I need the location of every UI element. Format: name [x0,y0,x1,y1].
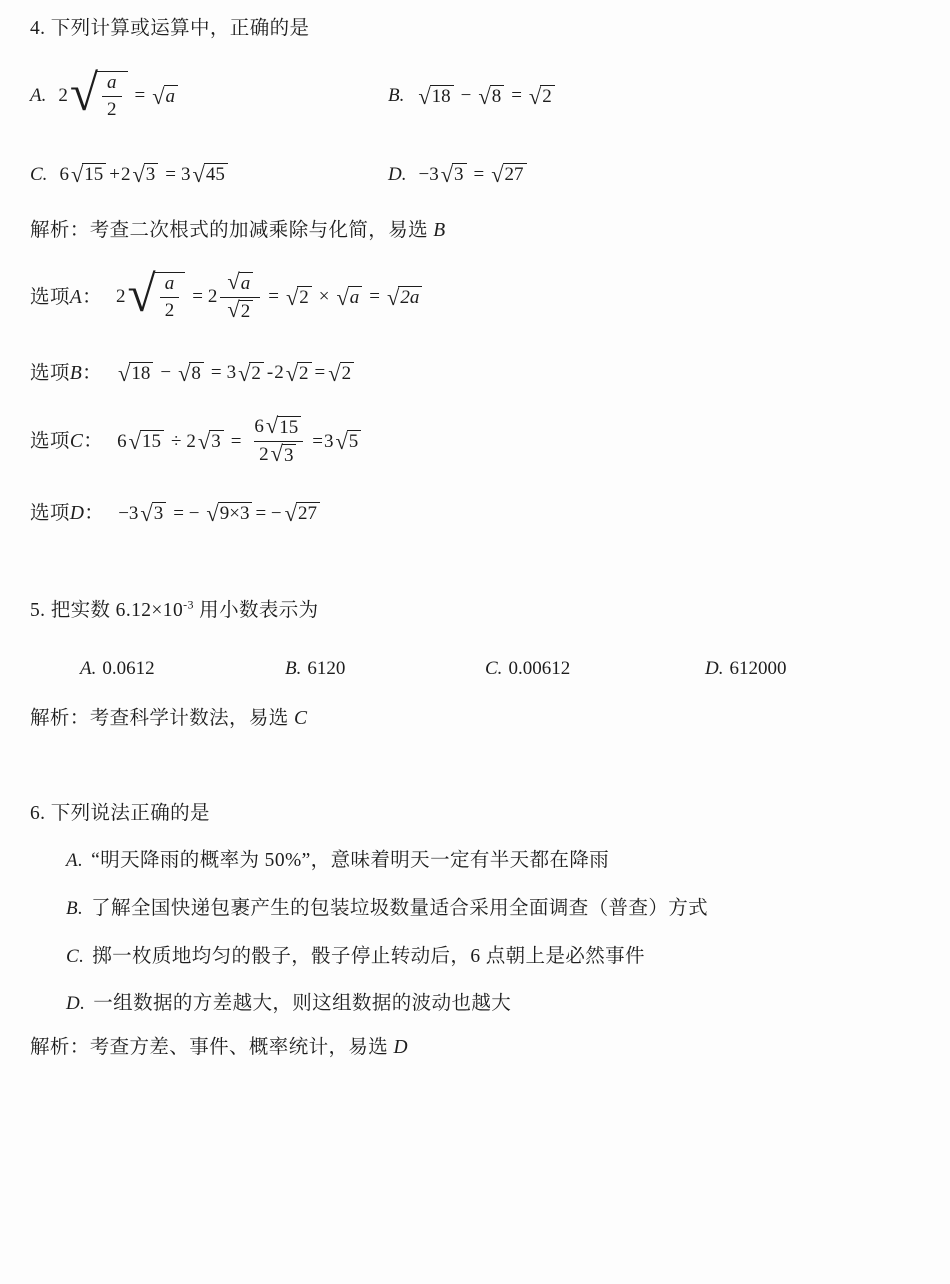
coefficient: 2 [58,85,68,107]
q5-option-a-value: 0.0612 [102,657,155,679]
radicand: 27 [296,502,320,525]
equals-sign: = [312,430,323,452]
equals-minus: = − [173,502,200,524]
q6-analysis-text: 解析：考查方差、事件、概率统计，易选 [30,1037,394,1059]
q4-option-b-formula [416,85,556,108]
sqrt-expression [129,430,164,453]
q5-option-c-label: C. [485,657,503,679]
q6-option-b-label: B. [66,898,84,920]
coefficient: 2 [116,286,126,308]
step-label-text: 选项 [30,430,70,452]
radical-sign-icon: √ [70,162,84,188]
sqrt-expression [152,85,178,108]
q4-option-a-formula [58,64,180,122]
step-label-colon: ： [83,430,104,452]
coefficient: 3 [323,430,334,452]
q5-option-a [80,658,285,680]
sqrt-expression [286,286,312,309]
q6-option-a [30,848,926,874]
radical-sign-icon: √ [387,284,400,310]
coefficient: 2 [274,362,284,384]
equals-sign: = [192,286,203,308]
operator: + [109,163,120,185]
coefficient: 2 [186,430,196,452]
q6-option-b [30,896,926,922]
coefficient: 2 [259,444,269,466]
q5-analysis-text: 解析：考查科学计数法，易选 [30,707,294,729]
q5-option-b-value: 6120 [307,657,346,679]
equals-sign: = [210,362,222,384]
radicand: 2 [249,362,264,385]
numerator: a [164,273,175,295]
radical-sign-icon: √ [528,83,542,109]
q4-option-a [30,64,388,122]
radicand: 2 [340,362,355,385]
equals-sign: = [511,85,522,107]
q4-option-c-formula [59,163,229,186]
denominator [254,441,303,467]
coefficient: 6 [117,430,127,452]
fraction [102,72,122,121]
sqrt-expression [127,265,186,323]
equals-sign: = [134,85,146,107]
q5-option-d-label: D. [705,657,724,679]
numerator [249,413,308,441]
radicand: 2a [398,286,422,309]
sqrt-expression [71,163,106,186]
numerator [220,268,260,297]
step-label-text: 选项 [30,362,70,384]
q6-option-c [30,944,926,970]
radical-sign-icon: √ [227,268,240,294]
radical-sign-icon: √ [336,284,349,310]
radicand: 15 [140,430,164,453]
q6-option-d-text: 一组数据的方差越大，则这组数据的波动也越大 [93,993,512,1015]
step-label-colon: ： [82,286,103,308]
q5-analysis [30,706,926,731]
q6-option-c-text: 掷一枚质地均匀的骰子，骰子停止转动后，6 点朝上是必然事件 [92,945,645,967]
step-label-letter: B [69,362,83,384]
coefficient: −3 [418,163,439,185]
q5-option-d-value: 612000 [729,657,787,679]
q4-step-c-label [30,429,103,454]
q5-option-d [705,658,786,680]
q4-step-b [30,361,926,386]
q4-step-a [30,265,926,323]
coefficient: 2 [207,286,218,308]
radicand: 3 [452,163,467,186]
radical-sign-icon: √ [140,501,153,527]
radicand: 15 [277,416,301,439]
q6-stem: 6. 下列说法正确的是 [30,803,210,825]
equals-sign: = [165,163,176,185]
sqrt-expression [418,85,453,108]
q4-option-c-label: C. [30,163,48,185]
radical-sign-icon: √ [132,162,145,188]
radicand: 2 [239,300,254,323]
sqrt-expression [140,502,166,525]
radicand: 5 [347,430,362,453]
sqrt-expression [265,413,301,439]
step-label-colon: ： [82,362,103,384]
q4-step-d [30,501,926,526]
numerator: a [107,72,117,94]
sqrt-expression [286,362,312,385]
radical-sign-icon: √ [285,360,299,386]
q4-option-d-label: D. [388,163,407,185]
q4-step-d-formula [118,502,322,525]
radical-sign-icon: √ [192,162,205,188]
radicand: 3 [152,502,167,525]
coefficient: −3 [118,502,139,524]
equals-sign: = [314,362,326,384]
step-label-letter: C [69,430,84,452]
radicand: 8 [189,362,204,385]
radicand: 2 [540,85,555,108]
q4-step-b-label [30,361,102,386]
q4-step-a-formula [116,265,424,323]
sqrt-expression [206,502,252,525]
denominator [220,297,260,323]
fraction [249,413,308,467]
radical-sign-icon: √ [227,296,240,322]
sqrt-expression [193,163,228,186]
radicand: a [239,272,254,295]
radicand: a [348,286,363,309]
radicand: 2 [297,286,312,309]
radical-sign-icon: √ [418,83,431,109]
denominator: 2 [102,96,122,121]
denominator: 2 [160,297,180,322]
equals-sign: = [369,286,380,308]
q6-option-a-text: “明天降雨的概率为 50%”，意味着明天一定有半天都在降雨 [91,850,610,872]
radicand: 2 [297,362,312,385]
sqrt-expression [285,502,320,525]
equals-sign: = [268,286,279,308]
coefficient: 2 [120,163,131,185]
q4-options-row-2 [30,163,926,186]
radical-sign-icon: √ [478,83,491,109]
sqrt-expression [227,296,253,323]
radical-sign-icon: √ [69,64,99,122]
q6-option-c-label: C. [66,945,85,967]
sqrt-expression [336,286,362,309]
radical-sign-icon: √ [335,429,348,454]
q6-option-b-text: 了解全国快递包裹产生的包装垃圾数量适合采用全面调查（普查）方式 [91,898,709,920]
radicand: 18 [129,362,153,385]
sqrt-expression [529,85,555,108]
radical-sign-icon: √ [238,360,251,386]
q4-step-c-formula [117,413,363,467]
q6-option-d [30,991,926,1017]
radical-sign-icon: √ [270,441,283,467]
sqrt-expression [132,163,158,186]
sqrt-expression [69,64,128,122]
equals-minus: = − [255,502,282,524]
step-label-text: 选项 [30,286,70,308]
q5-stem-text: 5. 把实数 6.12×10 [30,600,184,622]
question-6 [30,801,926,1060]
q4-step-c [30,413,926,467]
radicand: 8 [490,85,505,108]
exponent: -3 [183,597,194,612]
radical-sign-icon: √ [491,162,504,188]
step-label-text: 选项 [30,503,70,525]
radicand: 18 [430,85,454,108]
radical-sign-icon: √ [152,83,165,109]
q4-options-row-1 [30,64,926,122]
q4-option-a-label: A. [30,85,47,107]
q5-stem [30,598,926,623]
q4-option-d [388,163,529,186]
q4-option-c [30,163,388,186]
q4-step-a-label [30,285,102,310]
step-label-colon: ： [84,503,105,525]
coefficient: 3 [226,362,237,384]
q4-analysis-answer: B [433,220,446,242]
q5-option-b [285,658,485,680]
radical-sign-icon: √ [178,360,191,386]
q4-option-b-label: B. [388,85,405,107]
radical-sign-icon: √ [206,501,219,527]
sqrt-expression [478,85,504,108]
radical-sign-icon: √ [440,162,454,188]
radicand: 3 [209,430,224,453]
sqrt-expression [198,430,224,453]
q4-option-b [388,85,557,108]
q6-analysis [30,1035,926,1060]
equals-sign: = [473,163,485,185]
equals-sign: = [230,430,242,452]
radicand: 45 [204,163,228,186]
q5-stem-text-2: 用小数表示为 [193,600,319,622]
question-4 [30,16,926,526]
sqrt-expression [238,362,264,385]
radicand [155,272,186,322]
sqrt-expression [335,430,361,453]
radical-sign-icon: √ [197,429,211,454]
radicand: 3 [282,444,297,467]
divide-sign: ÷ [170,430,182,452]
q4-analysis-text: 解析：考查二次根式的加减乘除与化简，易选 [30,220,434,242]
q5-analysis-answer: C [293,707,308,729]
fraction [160,273,180,322]
radicand: 27 [503,163,527,186]
q4-step-d-label [30,501,104,526]
minus-sign: − [460,85,472,107]
radical-sign-icon: √ [118,360,131,386]
q4-option-d-formula [418,163,528,186]
q4-stem: 4. 下列计算或运算中，正确的是 [30,18,310,39]
radical-sign-icon: √ [328,360,341,386]
radicand: a [164,85,179,108]
q5-option-b-label: B. [285,657,302,679]
q4-step-b-formula [116,362,356,385]
coefficient: 6 [254,416,264,438]
q5-options-row [30,658,926,680]
step-label-letter: D [69,503,85,525]
sqrt-expression [491,163,526,186]
radicand: 15 [82,163,106,186]
q5-option-c-value: 0.00612 [508,657,571,679]
coefficient: 6 [59,163,69,185]
radical-sign-icon: √ [285,284,299,310]
sqrt-expression [328,362,354,385]
minus-sign: − [160,362,172,384]
radical-sign-icon: √ [128,429,141,454]
question-5 [30,598,926,731]
radical-sign-icon: √ [284,501,297,527]
radical-sign-icon: √ [265,413,279,439]
sqrt-expression [270,441,297,467]
sqrt-expression [178,362,204,385]
q6-option-a-label: A. [66,850,84,872]
q6-analysis-answer: D [393,1037,408,1059]
step-label-letter: A [69,286,83,308]
q6-option-d-label: D. [66,993,86,1015]
q4-analysis [30,218,926,243]
radicand: 3 [144,163,159,186]
sqrt-expression [441,163,467,186]
q5-option-a-label: A. [80,657,97,679]
q5-option-c [485,658,705,680]
radicand: 9×3 [218,502,253,525]
fraction [220,268,260,323]
times-sign: × [318,286,330,308]
coefficient: 3 [181,163,191,185]
sqrt-expression [227,268,253,295]
sqrt-expression [387,286,422,309]
radical-sign-icon: √ [127,265,156,323]
sqrt-expression [118,362,153,385]
minus-sign: - [266,362,274,384]
radicand [97,71,128,121]
